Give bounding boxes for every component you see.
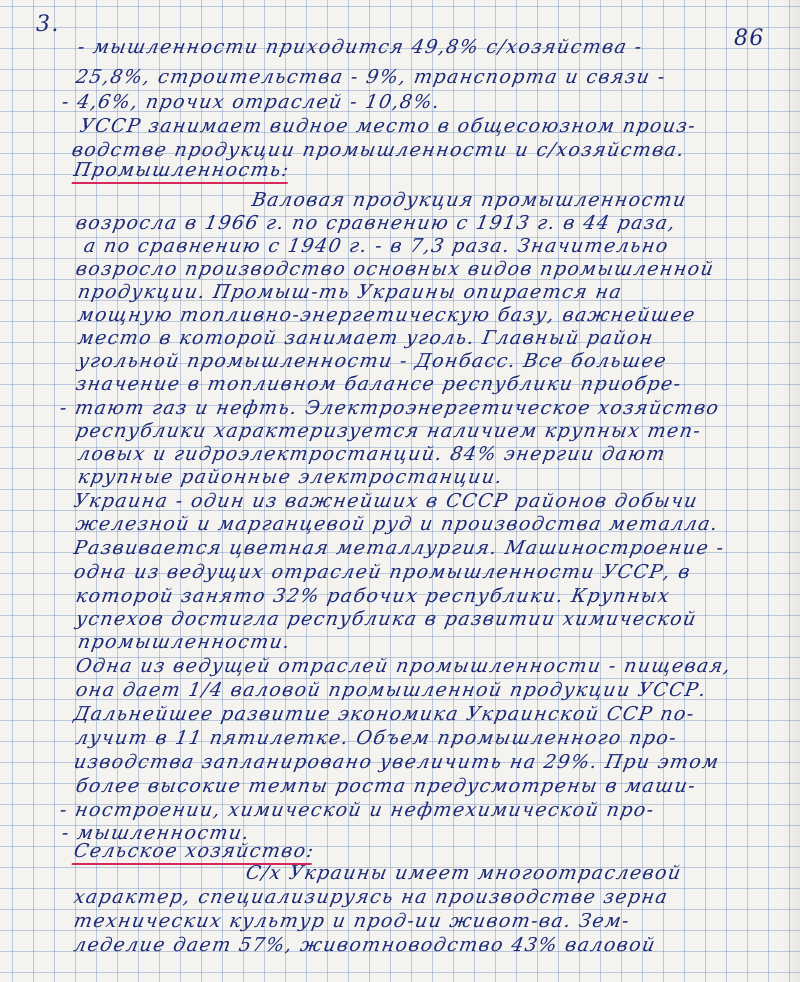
text-line-24: которой занято 32% рабочих республики. Крупных bbox=[74, 585, 673, 607]
section-heading-industry bbox=[72, 159, 292, 181]
text-line-22: Развивается цветная металлургия. Машиностроение - bbox=[72, 537, 727, 559]
text-line-25: успехов достигла республика в развитии химической bbox=[74, 608, 699, 630]
text-line-30: лучит в 11 пятилетке. Объем промышленного про- bbox=[74, 727, 680, 749]
text-line-16: - тают газ и нефть. Электроэнергетическое хозяйство bbox=[58, 397, 722, 419]
text-line-31: изводства запланировано увеличить на 29%. При этом bbox=[72, 751, 722, 773]
text-line-8: возросла в 1966 г. по сравнению с 1913 г. в 44 раза, bbox=[74, 212, 678, 234]
text-line-23: одна из ведущих отраслей промышленности УССР, в bbox=[72, 561, 693, 583]
text-line-33: - ностроении, химической и нефтехимической про- bbox=[58, 799, 657, 821]
text-line-37: характер, специализируясь на производстве зерна bbox=[72, 886, 671, 908]
text-line-39: леделие дает 57%, животноводство 43% валовой bbox=[72, 934, 658, 956]
text-line-12: мощную топливно-энергетическую базу, важнейшее bbox=[76, 304, 698, 326]
text-line-9: а по сравнению с 1940 г. - в 7,3 раза. Значительно bbox=[82, 235, 671, 257]
text-line-15: значение в топливном балансе республики приобре- bbox=[74, 373, 684, 395]
section-heading-agriculture-text: Сельское хозяйство: bbox=[72, 840, 317, 865]
text-line-4: УССР занимает видное место в общесоюзном произ- bbox=[78, 115, 699, 137]
text-line-14: угольной промышленности - Донбасс. Все большее bbox=[76, 350, 669, 372]
text-line-7: Валовая продукция промышленности bbox=[250, 189, 689, 211]
text-line-38: технических культур и прод-ии живот-ва. Зем- bbox=[72, 910, 632, 932]
folio-number: 86 bbox=[734, 26, 765, 51]
text-line-34: - мышленности. bbox=[60, 822, 252, 844]
text-line-27: Одна из ведущей отраслей промышленности - пищевая, bbox=[74, 655, 734, 677]
section-heading-industry-text: Промышленность: bbox=[72, 159, 292, 184]
text-line-5: водстве продукции промышленности и с/хозяйства. bbox=[70, 139, 687, 161]
text-line-3: - 4,6%, прочих отраслей - 10,8%. bbox=[60, 91, 443, 113]
text-line-21: железной и марганцевой руд и производства металла. bbox=[74, 513, 721, 535]
text-line-1: - мышленности приходится 49,8% с/хозяйства - bbox=[76, 36, 645, 58]
text-line-28: она дает 1/4 валовой промышленной продукции УССР. bbox=[74, 679, 709, 701]
text-line-29: Дальнейшее развитие экономика Украинской ССР по- bbox=[72, 703, 697, 725]
text-line-13: место в которой занимает уголь. Главный район bbox=[76, 327, 656, 349]
text-line-10: возросло производство основных видов промышленной bbox=[74, 258, 717, 280]
text-line-32: более высокие темпы роста предусмотрены в маши- bbox=[74, 775, 699, 797]
text-line-26: промышленности. bbox=[76, 631, 293, 653]
text-line-18: ловых и гидроэлектростанций. 84% энергии дают bbox=[76, 443, 668, 465]
text-line-11: продукции. Промыш-ть Украины опирается на bbox=[76, 281, 625, 303]
text-line-36: С/х Украины имеет многоотраслевой bbox=[244, 862, 684, 884]
text-line-2: 25,8%, строительства - 9%, транспорта и связи - bbox=[74, 66, 668, 88]
text-line-20: Украина - один из важнейших в СССР районов добычи bbox=[72, 490, 700, 512]
text-line-17: республики характеризуется наличием крупных теп- bbox=[74, 420, 704, 442]
section-heading-agriculture bbox=[72, 840, 316, 862]
page-number: 3. bbox=[36, 12, 60, 37]
text-line-19: крупные районные электростанции. bbox=[76, 466, 505, 488]
